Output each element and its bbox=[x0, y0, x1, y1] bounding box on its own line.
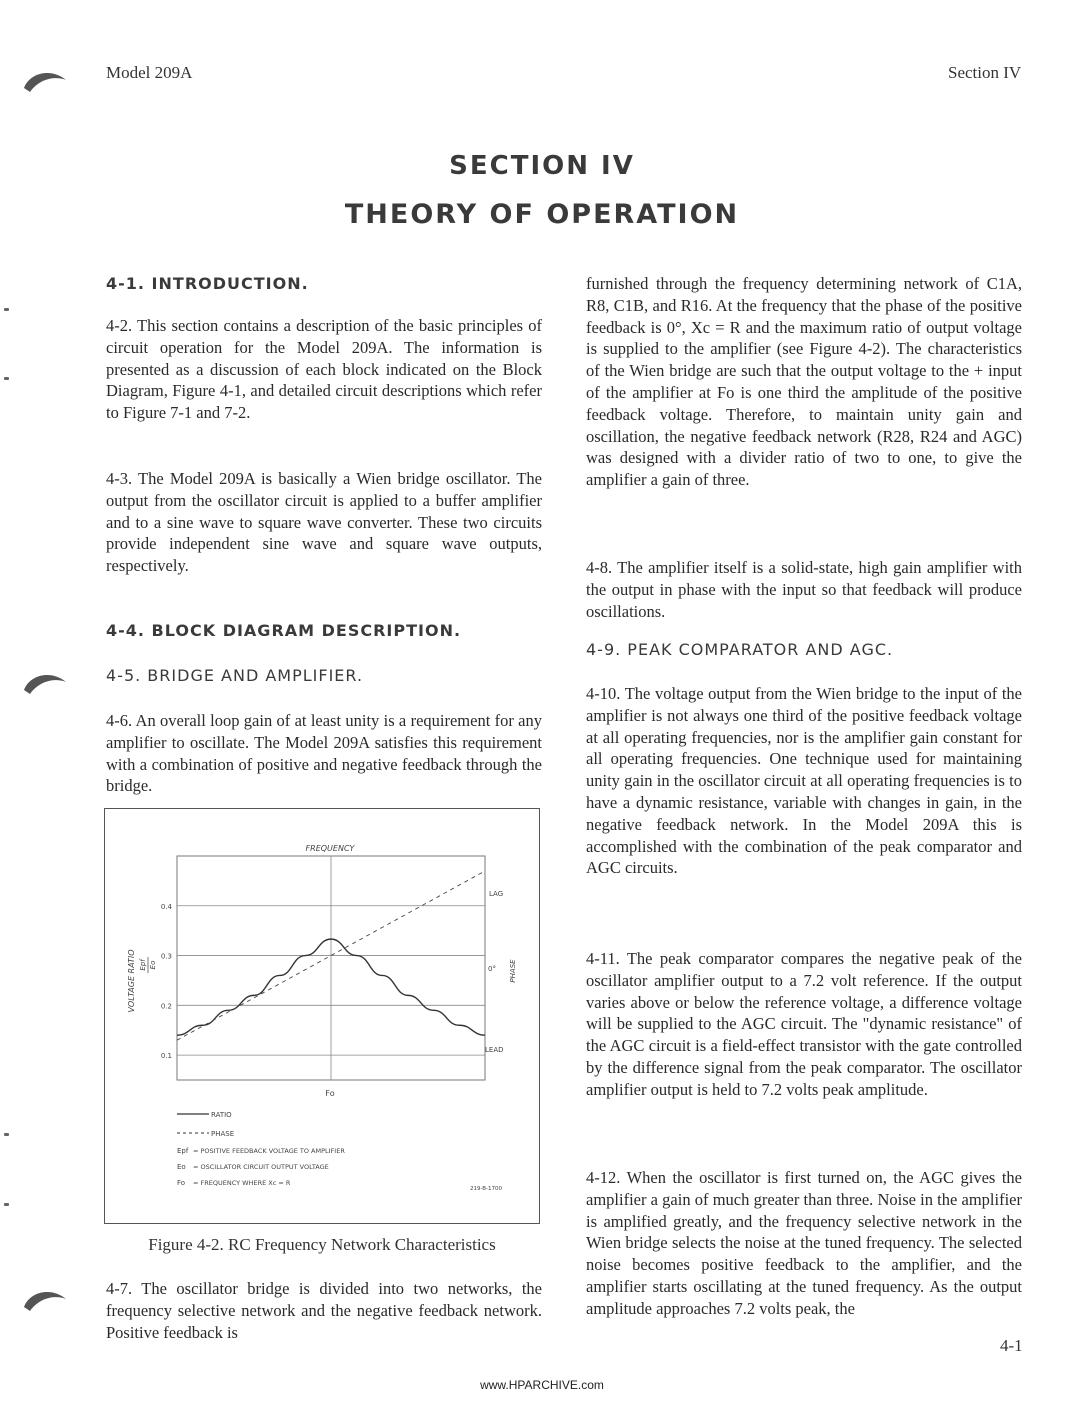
scan-mark bbox=[4, 1203, 9, 1206]
grid bbox=[177, 856, 485, 1080]
scan-mark bbox=[4, 1133, 9, 1136]
paragraph-4-7-continued: furnished through the frequency determining network of C1A, R8, C1B, and R16. At the frequency that the phase of the positive feedback is 0°, Xc = R and the maximum ratio of output voltage is supplied to the amplifier (see Figure 4-2). The characteristics of the Wien bridge are such that the output voltage to the + input of the amplifier at Fo is one third the amplitude of the positive feedback voltage. Therefore, to maintain unity gain and oscillation, the negative feedback network (R28, R24 and AGC) was designed with a divider ratio of two to one, to give the amplifier a gain of three. bbox=[586, 274, 1022, 490]
paragraph-4-3: 4-3. The Model 209A is basically a Wien bridge oscillator. The output from the oscillator circuit is applied to a buffer amplifier and to a sine wave to square wave converter. These two circuits provide independent sine wave and square wave outputs, respectively. bbox=[106, 469, 542, 576]
paragraph-4-6: 4-6. An overall loop gain of at least unity is a requirement for any amplifier to oscillate. The Model 209A satisfies this requirement with a combination of positive and negative feedback through the bridge. bbox=[106, 711, 542, 796]
legend-fo-definition: = FREQUENCY WHERE Xc = R bbox=[193, 1179, 291, 1187]
legend-fo-symbol: Fo bbox=[177, 1179, 186, 1187]
footer-url: www.HPARCHIVE.com bbox=[480, 1378, 604, 1392]
paragraph-4-7: 4-7. The oscillator bridge is divided into two networks, the frequency selective network and the negative feedback network. Positive feedback is bbox=[106, 1279, 542, 1342]
y-label-denominator: Eo bbox=[149, 960, 157, 970]
phase-zero-label: 0° bbox=[488, 965, 496, 973]
paragraph-4-11: 4-11. The peak comparator compares the negative peak of the oscillator amplifier output to a 7.2 volt reference. If the output varies above or below the reference voltage, a difference voltage will be supplied to the AGC circuit. The "dynamic resistance" of the AGC circuit is a field-effect transistor with the gate controlled by the difference signal from the peak comparator. The oscillator amplifier output is held to 7.2 volts peak amplitude. bbox=[586, 949, 1022, 1099]
paragraph-4-10: 4-10. The voltage output from the Wien bridge to the input of the amplifier is not always one third of the positive feedback voltage at all operating frequencies, nor is the amplifier gain constant for all operating frequencies. One technique used for maintaining unity gain in the oscillator circuit at all operating frequencies is to have a dynamic resistance, variable with changes in gain, in the negative feedback network. In the Model 209A this is accomplished with the combination of the peak comparator and AGC circuits. bbox=[586, 684, 1022, 878]
binder-hole-icon bbox=[22, 668, 68, 698]
binder-hole-icon bbox=[22, 66, 68, 96]
figure-4-2 bbox=[104, 808, 540, 1224]
y-axis-label: VOLTAGE RATIO bbox=[127, 949, 136, 1013]
heading-introduction: 4-1. INTRODUCTION. bbox=[106, 274, 309, 293]
figure-caption: Figure 4-2. RC Frequency Network Characteristics bbox=[148, 1235, 496, 1254]
paragraph-4-8: 4-8. The amplifier itself is a solid-state, high gain amplifier with the output in phase with the input so that feedback will produce oscillations. bbox=[586, 558, 1022, 621]
y-tick-label: 0.4 bbox=[160, 902, 172, 911]
chart-title: FREQUENCY bbox=[305, 844, 355, 853]
binder-hole-icon bbox=[22, 1285, 68, 1315]
heading-peak-comparator: 4-9. PEAK COMPARATOR AND AGC. bbox=[586, 640, 894, 659]
legend-eo-definition: = OSCILLATOR CIRCUIT OUTPUT VOLTAGE bbox=[193, 1163, 329, 1171]
scan-mark bbox=[4, 308, 9, 311]
legend-phase-label: PHASE bbox=[211, 1130, 235, 1138]
section-subtitle: THEORY OF OPERATION bbox=[344, 199, 740, 230]
y-tick-label: 0.3 bbox=[160, 952, 172, 961]
phase-lag-label: LAG bbox=[489, 890, 504, 898]
header-model: Model 209A bbox=[106, 63, 193, 82]
y-label-numerator: Epf bbox=[139, 959, 147, 971]
figure-ref-code: 219-B-1700 bbox=[470, 1186, 503, 1192]
heading-block-diagram: 4-4. BLOCK DIAGRAM DESCRIPTION. bbox=[106, 621, 462, 640]
phase-lead-label: LEAD bbox=[485, 1046, 504, 1054]
y-tick-label: 0.1 bbox=[160, 1052, 172, 1061]
paragraph-4-2: 4-2. This section contains a description of the basic principles of circuit operation for the Model 209A. The information is presented as a discussion of each block indicated on the Block Diagram, Figure 4-1, and detailed circuit descriptions which refer to Figure 7-1 and 7-2. bbox=[106, 316, 542, 423]
page-number: 4-1 bbox=[1000, 1336, 1023, 1355]
y-tick-label: 0.2 bbox=[160, 1002, 172, 1011]
header-section: Section IV bbox=[948, 63, 1022, 82]
legend-eo-symbol: Eo bbox=[177, 1163, 186, 1171]
section-title: SECTION IV bbox=[449, 151, 635, 181]
x-tick-label-fo: Fo bbox=[325, 1089, 335, 1098]
rc-network-chart bbox=[105, 809, 541, 1225]
heading-bridge-amplifier: 4-5. BRIDGE AND AMPLIFIER. bbox=[106, 666, 364, 685]
legend-epf-definition: = POSITIVE FEEDBACK VOLTAGE TO AMPLIFIER bbox=[193, 1147, 345, 1155]
paragraph-4-12: 4-12. When the oscillator is first turned on, the AGC gives the amplifier a gain of much greater than three. Noise in the amplifier is amplified greatly, and the frequency selective network in the Wien bridge selects the noise at the tuned frequency. The selected noise becomes positive feedback to the amplifier, and the amplifier starts oscillating at the tuned frequency. As the output amplitude approaches 7.2 volts peak, the bbox=[586, 1168, 1022, 1318]
y-tick-labels bbox=[161, 903, 173, 1060]
legend-epf-symbol: Epf bbox=[177, 1147, 189, 1155]
scan-mark bbox=[4, 377, 9, 380]
legend-ratio-label: RATIO bbox=[211, 1111, 232, 1119]
y2-axis-label: PHASE bbox=[509, 959, 517, 983]
